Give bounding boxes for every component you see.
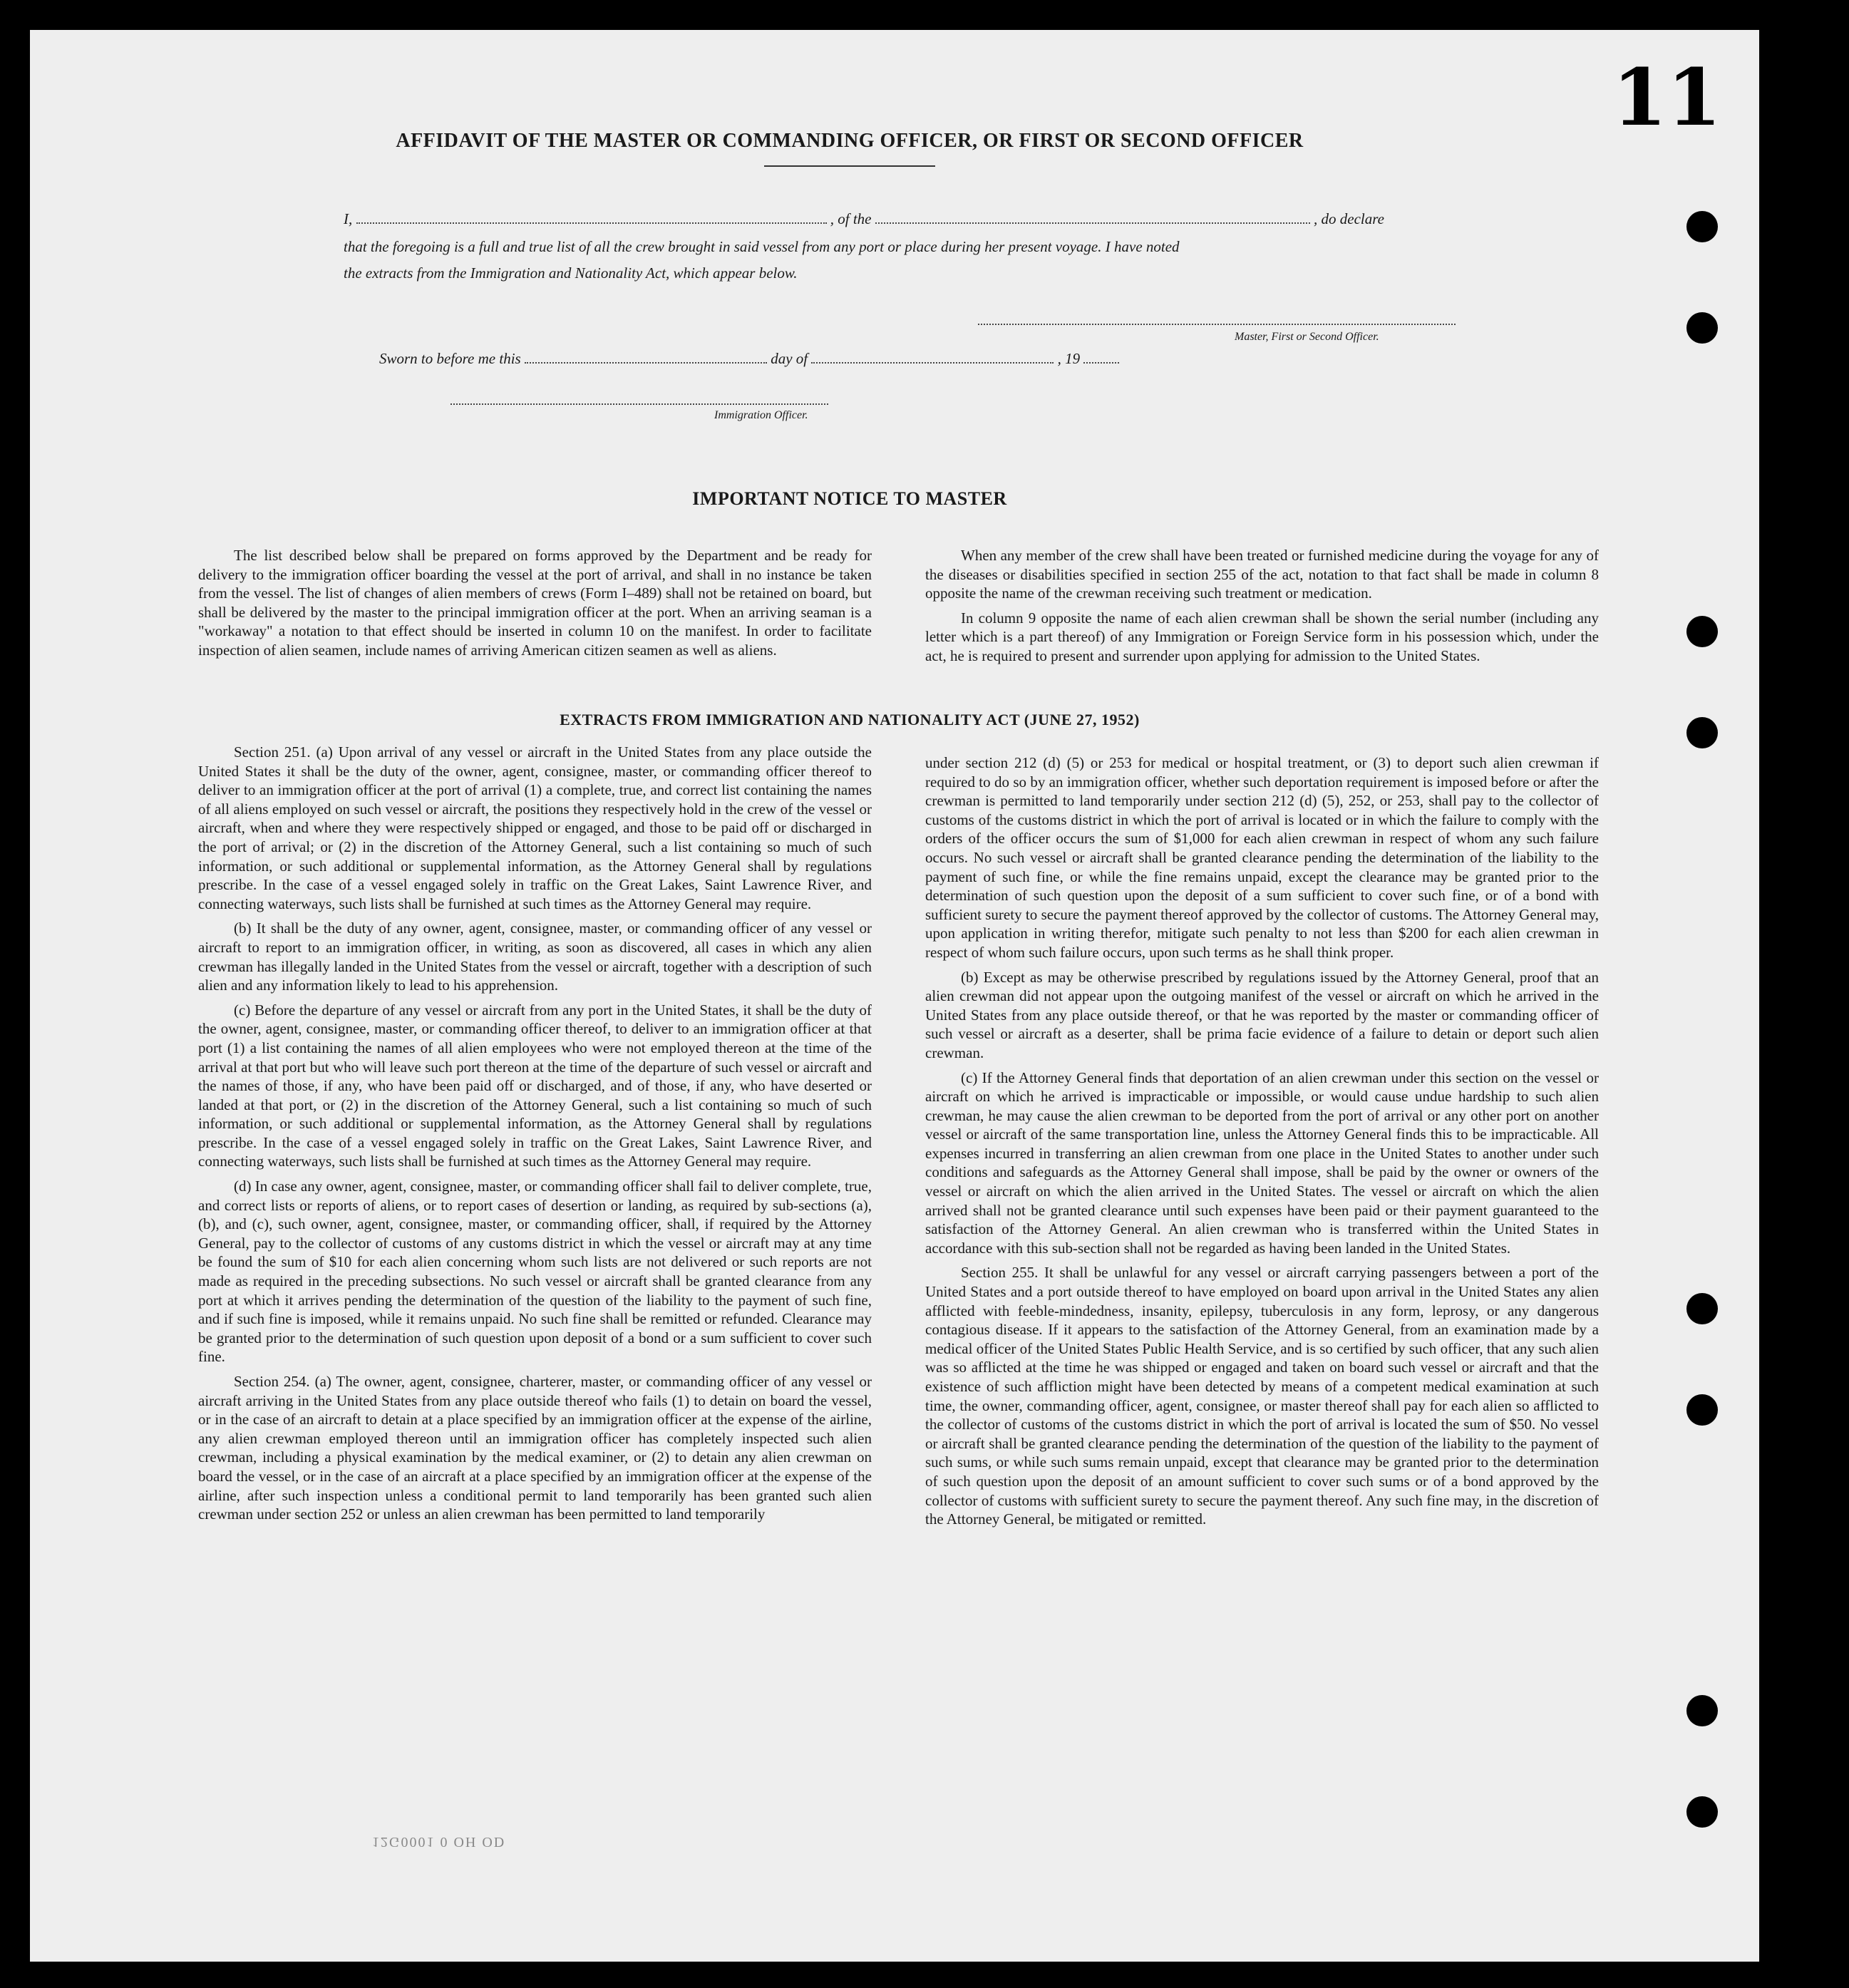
punch-hole-icon: [1686, 312, 1718, 344]
punch-hole-icon: [1686, 1796, 1718, 1828]
notice-paragraph: The list described below shall be prepared on forms approved by the Department and be ready for delivery to the immigration officer boarding the vessel at the port of arrival, and shall in no instance be taken from the vessel. The list of changes of alien members of crews (Form I–489) shall not be retained on board, but shall be delivered by the master to the principal immigration officer at the port. When an arriving seaman is a "workaway" a notation to that effect should be inserted in column 10 on the manifest. In order to facilitate inspection of alien seamen, include names of arriving American citizen seamen as well as aliens.: [198, 547, 872, 659]
act-paragraph: Section 255. It shall be unlawful for any vessel or aircraft carrying passengers between a port of the United States and a port outside thereof to have employed on board upon arrival in the United States any alien afflicted with feeble-mindedness, insanity, epilepsy, tuberculosis in any form, leprosy, or any dangerous contagious disease. If it appears to the satisfaction of the Attorney General, from an examination made by a medical officer of the United States Public Health Service, and is so certified by such officer, that any such alien was so afflicted at the time he was shipped or engaged and taken on board such vessel or aircraft and that the existence of such affliction might have been detected by means of a competent medical examination at such time, the owner, commanding officer, agent, consignee, or master thereof shall pay for each alien so afflicted to the collector of customs of the customs district in which the port of arrival is located the sum of $50. No vessel or aircraft shall be granted clearance pending the determination of the question of the liability to the payment of such sums, or while such sums remain unpaid, except that clearance may be granted prior to the determination of such question upon the deposit of an amount sufficient to cover such sums or of a bond approved by the collector of customs with sufficient surety to secure the payment thereof. Any such fine may, in the discretion of the Attorney General, be mitigated or remitted.: [925, 1264, 1599, 1528]
document-page: [30, 30, 1759, 1962]
bleed-through-text: 12G0001 0 OH OD: [372, 1834, 506, 1850]
notice-paragraph: When any member of the crew shall have been treated or furnished medicine during the voyage for any of the diseases or disabilities specified in section 255 of the act, notation to that fact shall be made in column 8 opposite the name of the crewman receiving such treatment or medication.: [925, 547, 1599, 602]
i-label: I,: [344, 210, 353, 227]
punch-hole-icon: [1686, 1394, 1718, 1426]
page-number-mark: 11: [1612, 51, 1722, 143]
punch-hole-icon: [1686, 616, 1718, 647]
title-rule: [764, 165, 935, 167]
day-of-label: day of: [771, 350, 808, 367]
master-caption: Master, First or Second Officer.: [1235, 331, 1379, 343]
act-paragraph: under section 212 (d) (5) or 253 for medical or hospital treatment, or (3) to deport such alien crewman if required to do so by an immigration officer, whether such deportation requirement is imposed before or after the crewman is permitted to land temporarily under section 212 (d) (5), 252, or 253, shall pay to the collector of customs of the customs district in which the port of arrival is located or in which the failure to comply with the orders of the officer occurs the sum of $1,000 for each alien crewman in respect of whom any such failure occurs. No such vessel or aircraft shall be granted clearance pending the determination of the liability to the payment of such fine, or while the fine remains unpaid, except the clearance may be granted prior to the determination of such question upon the deposit of a sum sufficient to cover such fine, or of a bond with sufficient surety to secure the payment thereof approved by the collector of customs. The Attorney General may, upon application in writing therefor, mitigate such penalty to not less than $200 for each alien crewman in respect of whom such failure occurs, upon such terms as he shall think proper.: [925, 754, 1599, 961]
notice-right-column: [925, 546, 1599, 671]
sworn-month-field[interactable]: [811, 361, 1054, 364]
declare-label: , do declare: [1314, 210, 1384, 227]
declaration-text-2: the extracts from the Immigration and Nationality Act, which appear below.: [344, 264, 798, 282]
notice-left-column: [198, 546, 872, 666]
punch-hole-icon: [1686, 1293, 1718, 1324]
master-signature-line[interactable]: [978, 324, 1456, 325]
act-paragraph: (c) If the Attorney General finds that deportation of an alien crewman under this section on the vessel or aircraft on which he arrived is impracticable or impossible, or would cause undue hardship to such alien crewman, he may cause the alien crewman to be deported from the port of arrival or any other port on another vessel or aircraft of the same transportation line, unless the Attorney General finds this to be impracticable. All expenses incurred in transferring an alien crewman from one place in the United States to another under such conditions and safeguards as the Attorney General shall impose, shall be paid by the owner or owners of the vessel or aircraft on which the alien arrived in the United States. The vessel or aircraft on which the alien arrived shall not be granted clearance until such expenses have been paid or their payment guaranteed to the satisfaction of the Attorney General. An alien crewman who is transferred within the United States in accordance with this sub-section shall not be regarded as having been landed in the United States.: [925, 1068, 1599, 1257]
punch-hole-icon: [1686, 1695, 1718, 1726]
act-paragraph: (b) It shall be the duty of any owner, agent, consignee, master, or commanding officer of any vessel or aircraft to report to an immigration officer, in writing, as soon as discovered, all cases in which any alien crewman has illegally landed in the United States from the vessel or aircraft, together with a description of such alien and any information likely to lead to his apprehension.: [198, 920, 872, 994]
extracts-right-column: [925, 753, 1599, 1535]
affidavit-title: AFFIDAVIT OF THE MASTER OR COMMANDING OFFICER, OR FIRST OR SECOND OFFICER: [396, 130, 1304, 152]
act-paragraph: (d) In case any owner, agent, consignee, master, or commanding officer shall fail to deliver complete, true, and correct lists or reports of aliens, or to report cases of desertion or landing, as required by sub-sections (a), (b), and (c), such owner, agent, consignee, master, or commanding officer, shall, if required by the Attorney General, pay to the collector of customs of any customs district in which the vessel or aircraft may at any time be found the sum of $10 for each alien concerning whom such lists are not delivered or such reports are not made as required in the preceding subsections. No such vessel or aircraft shall be granted clearance from any port at which it arrives pending the determination of the question of the liability to the payment of such fine, and if such fine is imposed, while it remains unpaid. No such fine shall be remitted or refunded. Clearance may be granted prior to the determination of such question upon deposit of a bond or a sum sufficient to cover such fine.: [198, 1178, 872, 1366]
officer-caption: Immigration Officer.: [714, 409, 808, 421]
sworn-line: [379, 350, 1119, 368]
act-paragraph: Section 254. (a) The owner, agent, consignee, charterer, master, or commanding officer of any vessel or aircraft arriving in the United States from any place outside thereof who fails (1) to detain on board the vessel, or in the case of an aircraft to detain at a place specified by an immigration officer at the expense of the airline, any alien crewman employed thereon until an immigration officer has completely inspected such alien crewman, including a physical examination by the medical examiner, or (2) to detain any alien crewman on board the vessel, or in the case of an aircraft at a place specified by an immigration officer at the expense of the airline, after such inspection unless a conditional permit to land temporarily has been granted such alien crewman under section 252 or unless an alien crewman has been permitted to land temporarily: [198, 1373, 872, 1523]
act-paragraph: (c) Before the departure of any vessel or aircraft from any port in the United States, it shall be the duty of the owner, agent, consignee, master, or commanding officer thereof, to deliver to an immigration officer at that port (1) a list containing the names of all alien employees who were not employed thereon at the time of the arrival at that port but who will leave such port thereon at the time of the departure of such vessel or aircraft and the names of those, if any, who have been paid off or discharged, and of those, if any, who have deserted or landed at that port, or (2) in the discretion of the Attorney General, such a list containing so much of such information, or such additional or supplemental information, as the Attorney General shall by regulations prescribe. In the case of a vessel engaged solely in traffic on the Great Lakes, Saint Lawrence River, and connecting waterways, such lists shall be furnished at such times as the Attorney General may require.: [198, 1001, 872, 1170]
declaration-text-1: that the foregoing is a full and true list of all the crew brought in said vessel from any port or place during her present voyage. I have noted: [344, 238, 1180, 255]
notice-title: IMPORTANT NOTICE TO MASTER: [692, 488, 1007, 509]
punch-hole-icon: [1686, 211, 1718, 242]
notice-paragraph: In column 9 opposite the name of each alien crewman shall be shown the serial number (including any letter which is a part thereof) of any Immigration or Foreign Service form in his possession which, under the act, he is required to present and surrender upon applying for admission to the United States.: [925, 609, 1599, 664]
declaration-line: [344, 210, 1384, 228]
of-the-label: , of the: [830, 210, 872, 227]
sworn-year-field[interactable]: [1083, 361, 1119, 364]
vessel-field[interactable]: [875, 221, 1310, 224]
act-paragraph: Section 251. (a) Upon arrival of any vessel or aircraft in the United States from any place outside the United States it shall be the duty of the owner, agent, consignee, master, or commanding officer thereof to deliver to an immigration officer at the port of arrival (1) a complete, true, and correct list containing the names of all aliens employed on such vessel or aircraft, the positions they respectively hold in the crew of the vessel or aircraft, when and where they were respectively shipped or engaged, and those to be paid off or discharged in the port of arrival; or (2) in the discretion of the Attorney General, such a list containing so much of such information, or such additional or supplemental information, as the Attorney General shall by regulations prescribe. In the case of a vessel engaged solely in traffic on the Great Lakes, Saint Lawrence River, and connecting waterways, such lists shall be furnished at such times as the Attorney General may require.: [198, 743, 872, 912]
extracts-title: EXTRACTS FROM IMMIGRATION AND NATIONALITY ACT (JUNE 27, 1952): [560, 711, 1140, 728]
name-field[interactable]: [356, 221, 827, 224]
act-paragraph: (b) Except as may be otherwise prescribed by regulations issued by the Attorney General, proof that an alien crewman did not appear upon the outgoing manifest of the vessel or aircraft on which he arrived in the United States from any place outside thereof, or that he was reported by the master or commanding officer of such vessel or aircraft as a deserter, shall be prima facie evidence of a failure to detain or deport such alien crewman.: [925, 968, 1599, 1061]
extracts-left-column: [198, 743, 872, 1530]
officer-signature-line[interactable]: [450, 403, 828, 405]
sworn-day-field[interactable]: [525, 361, 767, 364]
sworn-label: Sworn to before me this: [379, 350, 521, 367]
year-label: , 19: [1057, 350, 1081, 367]
punch-hole-icon: [1686, 717, 1718, 748]
